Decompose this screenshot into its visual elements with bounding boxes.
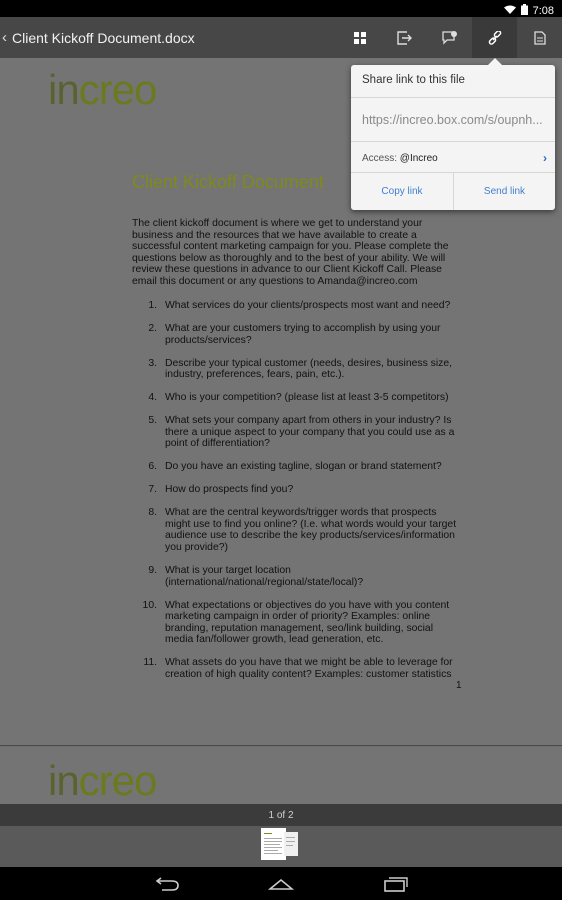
page-indicator [0,804,562,826]
action-bar [0,17,562,58]
question-number: 5. [148,415,157,427]
popup-title: Share link to this file [362,74,465,86]
increo-logo: increo [48,757,157,804]
access-row[interactable] [362,153,438,164]
page-divider [0,745,562,746]
question-number: 1. [148,300,157,311]
document-title[interactable]: Client Kickoff Document.docx [12,29,195,46]
divider [351,141,555,142]
question-item [132,415,464,450]
question-number: 9. [148,565,157,577]
send-link-button[interactable]: Send link [453,173,555,210]
question-number: 8. [148,507,157,519]
question-item [132,300,464,312]
grid-view-button[interactable] [337,17,382,58]
question-text: What sets your company apart from others in your industry? Is there a unique aspect to your company that you could use as a point of differentiation? [165,415,455,450]
question-item [132,600,464,646]
question-text: Describe your typical customer (needs, desires, business size, industry, preferences, fears, pain, etc.). [165,357,453,381]
page-number: 1 [456,680,462,691]
home-icon[interactable] [261,873,301,895]
question-text: What are the central keywords/trigger words that prospects might use to find you online? (I.e. what words would your target audience use to describe the key products/services/information you provide?) [165,507,457,554]
question-number: 3. [148,357,157,369]
question-item [132,484,464,496]
open-in-button[interactable] [382,17,427,58]
question-text: How do prospects find you? [165,484,294,496]
increo-logo: increo [48,66,157,113]
system-nav-bar [0,867,562,900]
question-number: 11. [143,657,157,669]
comment-icon [442,31,458,45]
question-number: 6. [148,461,157,473]
copy-link-button[interactable]: Copy link [381,186,423,197]
question-text: Do you have an existing tagline, slogan or brand statement? [165,461,442,473]
question-number: 4. [148,392,157,404]
question-text: Who is your competition? (please list at least 3-5 competitors) [165,392,449,404]
question-list [132,300,464,692]
document-page-2[interactable] [0,747,562,804]
question-item [132,323,464,346]
page-thumbnail-1[interactable] [261,828,286,860]
share-link-popup [351,65,555,210]
page-indicator-label: 1 of 2 [268,809,294,821]
back-icon[interactable] [147,873,187,895]
share-url[interactable]: https://increo.box.com/s/oupnh... [362,113,543,127]
question-text: What services do your clients/prospects most want and need? [165,300,451,311]
grid-icon [354,32,366,44]
status-bar [0,0,562,17]
question-number: 7. [148,484,157,496]
access-value: @Increo [399,153,438,164]
question-number: 2. [148,322,157,334]
question-text: What are your customers trying to accomplish by using your products/services? [165,322,441,346]
question-item [132,392,464,404]
question-item [132,565,464,588]
divider [351,97,555,98]
action-bar-icons [337,17,562,58]
question-item [132,358,464,381]
question-item [132,461,464,473]
document-heading: Client Kickoff Document [132,172,324,192]
comments-button[interactable] [427,17,472,58]
question-text: What is your target location (international/national/regional/state/local)? [165,565,364,588]
thumbnail-strip [0,826,562,867]
access-label: Access: [362,153,398,164]
page-thumbnail-2[interactable] [284,832,298,856]
question-item [132,507,464,553]
question-text: What assets do you have that we might be able to leverage for creation of high quality content? Examples: customer statistics [165,657,453,680]
document-icon [534,31,546,45]
question-number: 10. [142,599,157,611]
export-icon [397,31,412,45]
status-time: 7:08 [532,5,554,17]
link-icon [488,31,502,45]
document-intro: The client kickoff document is where we get to understand your business and the resources that we have available to create a successful content marketing campaign for you. Please complete the questions below as thoroughly and to the best of your ability. We will review these questions in advance to our Client Kickoff Call. Please email this document or any questions to Amanda@increo.com [132,218,449,287]
recents-icon[interactable] [375,873,415,895]
question-text: What expectations or objectives do you have with you content marketing campaign in order of priority? Examples: online branding, reputation management, seo/link building, social media fan/follower growth, lead generation, etc. [165,599,450,646]
chevron-left-icon[interactable]: ‹ [2,29,7,46]
chevron-right-icon[interactable]: › [543,151,547,165]
question-item [132,657,464,680]
file-info-button[interactable] [517,17,562,58]
share-link-button[interactable] [472,17,517,58]
